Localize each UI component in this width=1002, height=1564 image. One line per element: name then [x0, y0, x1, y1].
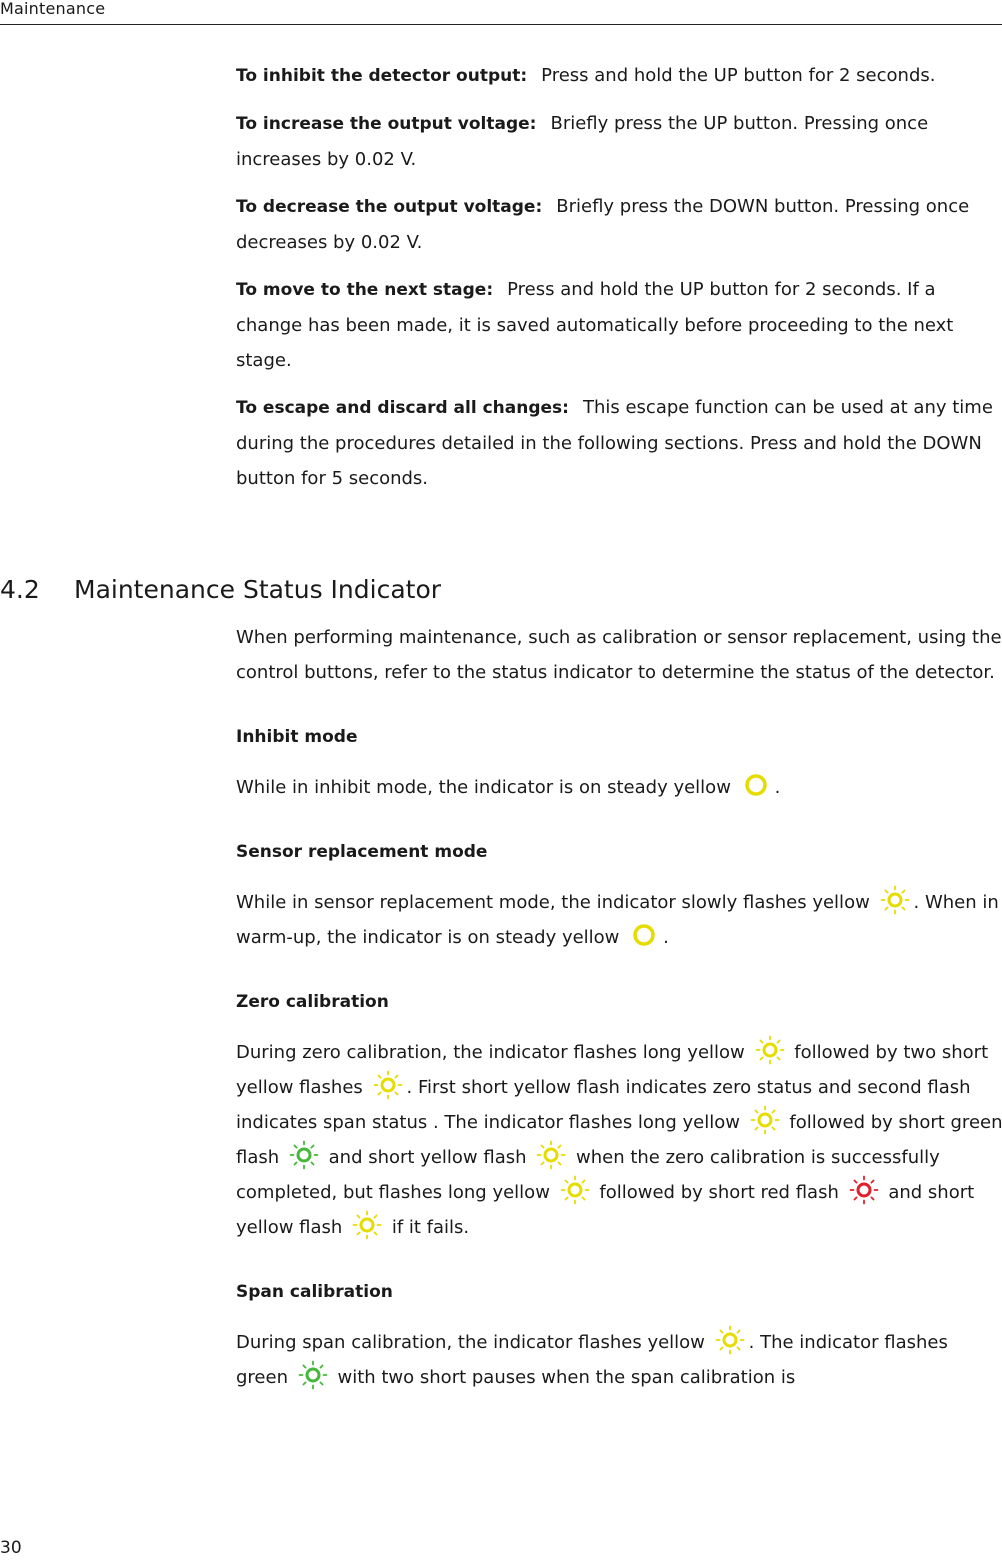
section-title: Maintenance Status Indicator: [74, 575, 442, 604]
instruction-list: [236, 58, 1002, 508]
instruction-inhibit: To inhibit the detector output: Press and hold the UP button for 2 seconds.: [236, 65, 936, 86]
instruction-escape: To escape and discard all changes: This escape function can be used at any time during the procedures detailed in the following sections. Press and hold the DOWN button for 5 seconds.: [236, 397, 993, 489]
subheading-span: Span calibration: [236, 1282, 393, 1302]
inhibit-text: While in inhibit mode, the indicator is on steady yellow .: [236, 770, 1002, 805]
flashing-green-indicator-icon: [289, 1140, 319, 1170]
subheading-zero: Zero calibration: [236, 992, 389, 1012]
flashing-yellow-indicator-icon: [750, 1105, 780, 1135]
section-intro: When performing maintenance, such as calibration or sensor replacement, using the control buttons, refer to the status indicator to determine the status of the detector.: [236, 627, 1002, 683]
header-title: Maintenance: [0, 0, 106, 18]
page-header: [0, 0, 1002, 25]
instruction-next-stage: To move to the next stage: Press and hold the UP button for 2 seconds. If a change has been made, it is saved automatically before proceeding to the next stage.: [236, 279, 954, 371]
steady-yellow-indicator-icon: [741, 770, 771, 800]
steady-yellow-indicator-icon: [629, 920, 659, 950]
span-text: During span calibration, the indicator flashes yellow . The indicator flashes green with two short pauses when the span calibration is: [236, 1325, 1002, 1395]
status-indicator-section: [236, 620, 1002, 1395]
instruction-increase: To increase the output voltage: Briefly press the UP button. Pressing once increases by 0.02 V.: [236, 113, 929, 170]
flashing-yellow-indicator-icon: [373, 1070, 403, 1100]
flashing-green-indicator-icon: [298, 1360, 328, 1390]
flashing-yellow-indicator-icon: [755, 1035, 785, 1065]
subheading-sensor: Sensor replacement mode: [236, 842, 488, 862]
section-heading: [0, 575, 441, 604]
flashing-yellow-indicator-icon: [560, 1175, 590, 1205]
sensor-text: While in sensor replacement mode, the indicator slowly flashes yellow . When in warm-up, the indicator is on steady yellow .: [236, 885, 1002, 955]
flashing-yellow-indicator-icon: [536, 1140, 566, 1170]
subheading-inhibit: Inhibit mode: [236, 727, 358, 747]
flashing-yellow-indicator-icon: [715, 1325, 745, 1355]
section-number: 4.2: [0, 575, 40, 604]
page-number: 30: [0, 1538, 22, 1558]
flashing-red-indicator-icon: [849, 1175, 879, 1205]
instruction-decrease: To decrease the output voltage: Briefly press the DOWN button. Pressing once decreases by 0.02 V.: [236, 196, 970, 253]
flashing-yellow-indicator-icon: [880, 885, 910, 915]
zero-text: During zero calibration, the indicator flashes long yellow followed by two short yellow flashes . First short yellow flash indicates zero status and second flash indicates span status . The indicator flashes long yellow followed by short green flash and short yellow flash when the zero calibration is successfully completed, but flashes long yellow followed by short red flash and short yellow flash if it fails.: [236, 1035, 1002, 1245]
flashing-yellow-indicator-icon: [352, 1210, 382, 1240]
